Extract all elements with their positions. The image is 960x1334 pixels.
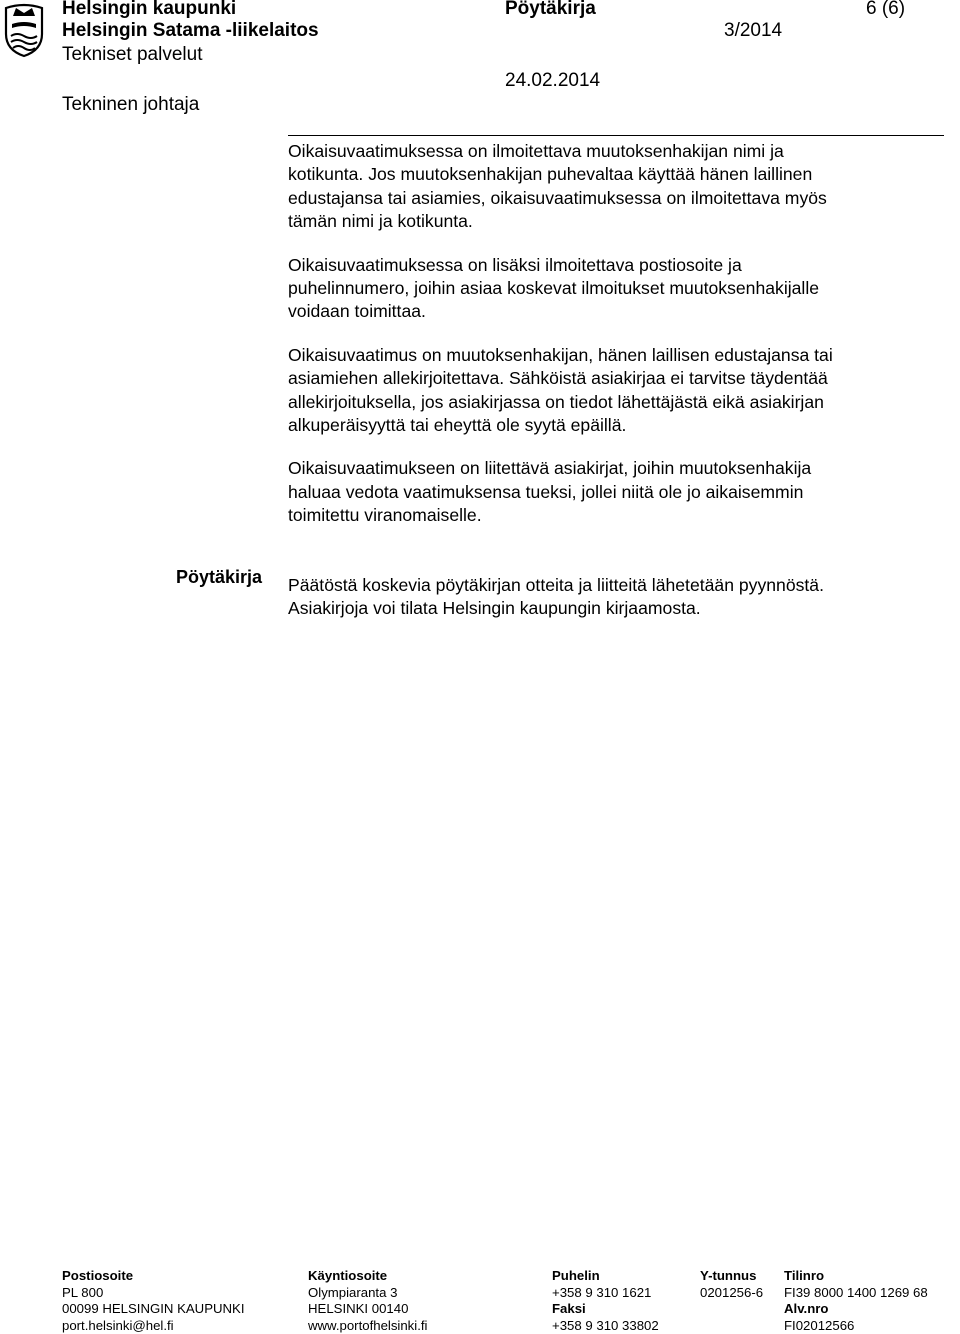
page-number: 6 (6) [866, 0, 906, 19]
footer-value: +358 9 310 1621 [552, 1284, 652, 1300]
paragraph-line: Oikaisuvaatimus on muutoksenhakijan, hänen laillisen edustajansa tai [288, 344, 833, 365]
footer-value: 00099 HELSINGIN KAUPUNKI [62, 1301, 245, 1317]
footer-value: HELSINKI 00140 [308, 1301, 409, 1317]
footer-label: Alv.nro [784, 1301, 829, 1317]
document-body [288, 140, 948, 621]
document-number: 3/2014 [724, 20, 783, 41]
side-heading: Pöytäkirja [176, 567, 263, 587]
footer-value: 0201256-6 [700, 1284, 764, 1300]
footer-label: Puhelin [552, 1268, 600, 1283]
footer-label: Y-tunnus [700, 1268, 757, 1283]
footer-email[interactable]: port.helsinki@hel.fi [62, 1317, 174, 1333]
footer-business-id [700, 1268, 763, 1301]
paragraph-line: allekirjoituksella, jos asiakirjassa on tiedot lähettäjästä eikä asiakirjan [288, 391, 824, 412]
footer-value: Olympiaranta 3 [308, 1284, 398, 1300]
footer-label: Tilinro [784, 1268, 825, 1283]
paragraph-line: Oikaisuvaatimuksessa on ilmoitettava muutoksenhakijan nimi ja [288, 141, 784, 161]
header-divider [288, 135, 944, 136]
paragraph-line: kotikunta. Jos muutoksenhakijan puhevaltaa käyttää hänen laillinen [288, 164, 813, 185]
role-title: Tekninen johtaja [62, 94, 200, 115]
paragraph-line: Asiakirjoja voi tilata Helsingin kaupungin kirjaamosta. [288, 598, 701, 619]
document-type: Pöytäkirja [505, 0, 596, 19]
footer-website[interactable]: www.portofhelsinki.fi [308, 1317, 428, 1333]
footer-label: Faksi [552, 1301, 586, 1317]
footer-value: +358 9 310 33802 [552, 1317, 659, 1333]
footer-label: Käyntiosoite [308, 1268, 388, 1283]
helsinki-crest-icon [2, 2, 46, 58]
paragraph-line: alkuperäisyyttä tai eheyttä ole syytä epäillä. [288, 415, 627, 436]
paragraph-line: edustajansa tai asiamies, oikaisuvaatimuksessa on ilmoitettava myös [288, 187, 827, 208]
document-date: 24.02.2014 [505, 70, 601, 91]
footer-phone [552, 1268, 659, 1334]
footer-value: PL 800 [62, 1284, 104, 1300]
footer-visiting-address [308, 1268, 427, 1334]
footer-account [784, 1268, 928, 1334]
footer-value: FI02012566 [784, 1317, 855, 1333]
footer-value: FI39 8000 1400 1269 68 [784, 1284, 928, 1300]
paragraph-line: Päätöstä koskevia pöytäkirjan otteita ja liitteitä lähetetään pyynnöstä. [288, 574, 824, 595]
unit-name: Helsingin Satama -liikelaitos [62, 20, 319, 41]
paragraph-line: asiamiehen allekirjoitettava. Sähköistä asiakirjaa ei tarvitse täydentää [288, 368, 828, 389]
paragraph-line: voidaan toimittaa. [288, 301, 426, 322]
paragraph-line: tämän nimi ja kotikunta. [288, 211, 473, 232]
paragraph-line: Oikaisuvaatimukseen on liitettävä asiakirjat, joihin muutoksenhakija [288, 458, 812, 479]
footer-postal-address [62, 1268, 245, 1334]
department-name: Tekniset palvelut [62, 44, 203, 65]
org-name: Helsingin kaupunki [62, 0, 237, 19]
paragraph-line: toimitettu viranomaiselle. [288, 505, 482, 526]
paragraph-line: Oikaisuvaatimuksessa on lisäksi ilmoitettava postiosoite ja [288, 254, 742, 275]
paragraph-line: haluaa vedota vaatimuksensa tueksi, jollei niitä ole jo aikaisemmin [288, 481, 804, 502]
paragraph-line: puhelinnumero, joihin asiaa koskevat ilmoitukset muutoksenhakijalle [288, 278, 820, 299]
footer-label: Postiosoite [62, 1268, 134, 1283]
